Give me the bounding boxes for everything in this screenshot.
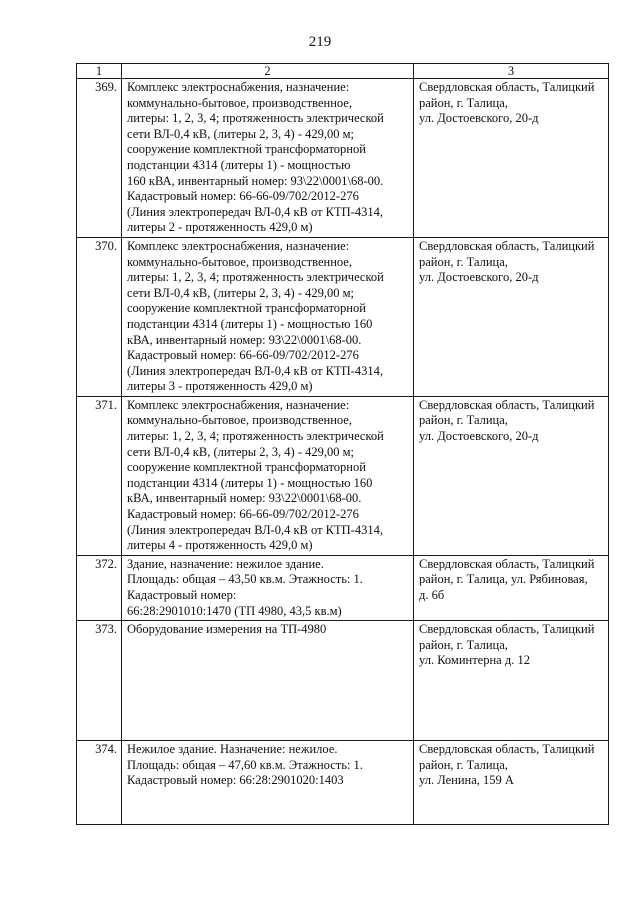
- property-table: [76, 63, 609, 825]
- table-row: [77, 79, 609, 238]
- table-row: [77, 396, 609, 555]
- column-header-description: 2: [122, 64, 414, 79]
- row-description: Комплекс электроснабжения, назначение: коммунально-бытовое, производственное, литеры: 1, 2, 3, 4; протяженность электрической сети ВЛ-0,4 кВ, (литеры 2, 3, 4) - 429,00 м; сооружение комплектной трансформаторной подстанции 4314 (литеры 1) - мощностью 160 кВА, инвентарный номер: 93\22\0001\68-00. Кадастровый номер: 66-66-09/702/2012-276 (Линия электропередач ВЛ-0,4 кВ от КТП-4314, литеры 4 - протяженность 429,0 м): [122, 396, 414, 555]
- column-header-number: 1: [77, 64, 122, 79]
- table-row: [77, 741, 609, 825]
- row-number: 372.: [77, 555, 122, 620]
- row-description: Оборудование измерения на ТП-4980: [122, 621, 414, 741]
- page-number: 219: [308, 34, 332, 50]
- row-number: 371.: [77, 396, 122, 555]
- row-number: 370.: [77, 237, 122, 396]
- row-description: Здание, назначение: нежилое здание. Площадь: общая – 43,50 кв.м. Этажность: 1. Кадастровый номер: 66:28:2901010:1470 (ТП 4980, 43,5 кв.м): [122, 555, 414, 620]
- row-description: Нежилое здание. Назначение: нежилое. Площадь: общая – 47,60 кв.м. Этажность: 1. Кадастровый номер: 66:28:2901020:1403: [122, 741, 414, 825]
- table-row: [77, 555, 609, 620]
- row-number: 373.: [77, 621, 122, 741]
- table-header-row: [77, 64, 609, 79]
- table-row: [77, 621, 609, 741]
- row-address: Свердловская область, Талицкий район, г. Талица, ул. Достоевского, 20-д: [414, 79, 609, 238]
- row-address: Свердловская область, Талицкий район, г. Талица, ул. Коминтерна д. 12: [414, 621, 609, 741]
- column-header-address: 3: [414, 64, 609, 79]
- row-description: Комплекс электроснабжения, назначение: коммунально-бытовое, производственное, литеры: 1, 2, 3, 4; протяженность электрической сети ВЛ-0,4 кВ, (литеры 2, 3, 4) - 429,00 м; сооружение комплектной трансформаторной подстанции 4314 (литеры 1) - мощностью 160 кВА, инвентарный номер: 93\22\0001\68-00. Кадастровый номер: 66-66-09/702/2012-276 (Линия электропередач ВЛ-0,4 кВ от КТП-4314, литеры 3 - протяженность 429,0 м): [122, 237, 414, 396]
- table-row: [77, 237, 609, 396]
- row-address: Свердловская область, Талицкий район, г. Талица, ул. Достоевского, 20-д: [414, 237, 609, 396]
- row-address: Свердловская область, Талицкий район, г. Талица, ул. Достоевского, 20-д: [414, 396, 609, 555]
- row-description: Комплекс электроснабжения, назначение: коммунально-бытовое, производственное, литеры: 1, 2, 3, 4; протяженность электрической сети ВЛ-0,4 кВ, (литеры 2, 3, 4) - 429,00 м; сооружение комплектной трансформаторной подстанции 4314 (литеры 1) - мощностью 160 кВА, инвентарный номер: 93\22\0001\68-00. Кадастровый номер: 66-66-09/702/2012-276 (Линия электропередач ВЛ-0,4 кВ от КТП-4314, литеры 2 - протяженность 429,0 м): [122, 79, 414, 238]
- row-address: Свердловская область, Талицкий район, г. Талица, ул. Рябиновая, д. 6б: [414, 555, 609, 620]
- row-number: 369.: [77, 79, 122, 238]
- row-number: 374.: [77, 741, 122, 825]
- row-address: Свердловская область, Талицкий район, г. Талица, ул. Ленина, 159 А: [414, 741, 609, 825]
